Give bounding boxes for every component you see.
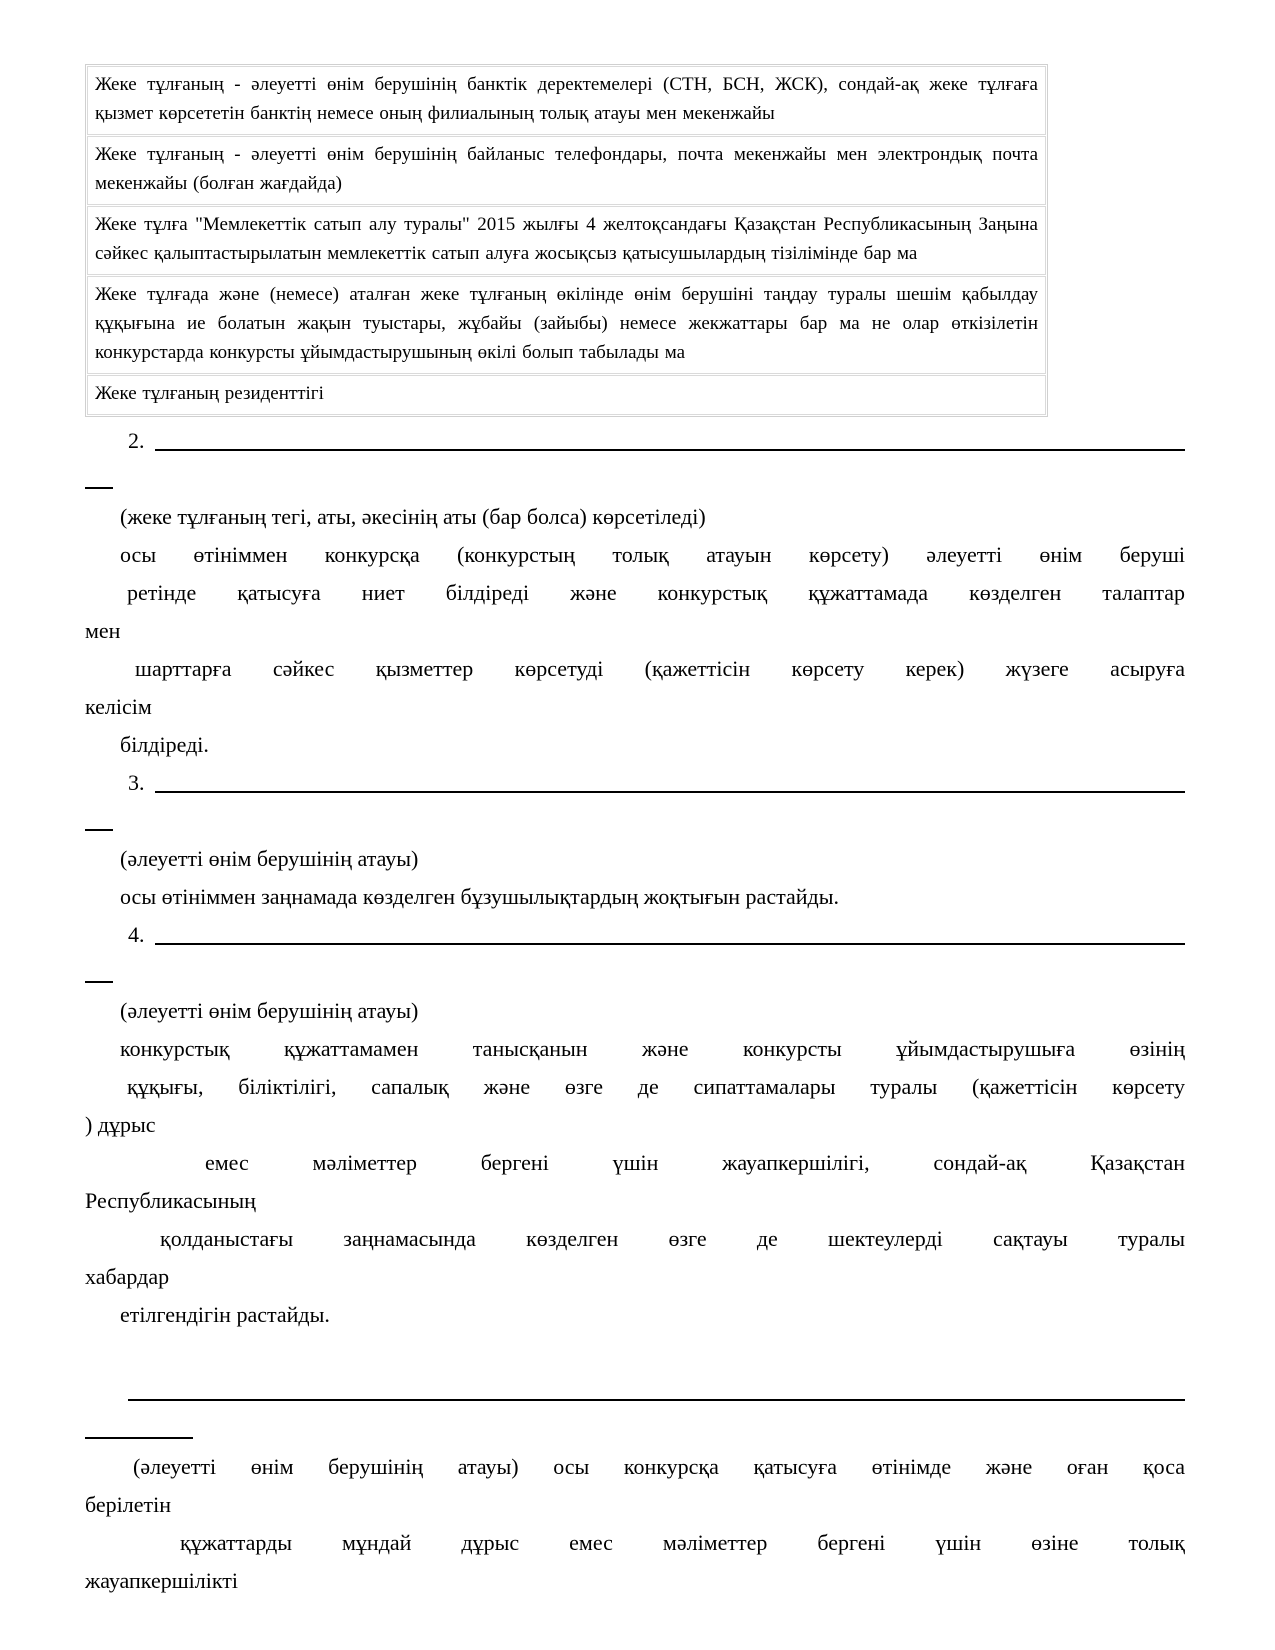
table-row [87, 206, 1046, 275]
text-line: құжаттарды мұндай дұрыс емес мәліметтер бергені үшін өзіне толық [180, 1530, 1185, 1555]
text-line: жауапкершілікті [85, 1568, 238, 1593]
text-line: осы өтініммен конкурсқа (конкурстың толық атауын көрсету) әлеуетті өнім беруші [120, 542, 1185, 567]
text-line: емес мәліметтер бергені үшін жауапкершілігі, сондай-ақ Қазақстан [205, 1150, 1185, 1175]
fill-in-blank-fragment [85, 487, 113, 489]
fill-in-blank-fragment [85, 1437, 193, 1439]
text-line: (әлеуетті өнім берушінің атауы) осы конкурсқа қатысуға өтінімде және оған қоса [133, 1454, 1185, 1479]
table-cell: Жеке тұлғаның - әлеуетті өнім берушінің байланыс телефондары, почта мекенжайы мен электрондық почта мекенжайы (болған жағдайда) [87, 136, 1046, 205]
blank-line-continuation [85, 802, 1185, 840]
blank-line-continuation [85, 460, 1185, 498]
text-line: хабардар [85, 1264, 170, 1289]
fill-in-blank-line [128, 1399, 1185, 1401]
spacer-line [85, 1334, 1185, 1372]
item-number: 4. [128, 922, 145, 947]
criteria-table [85, 64, 1048, 417]
blank-line-continuation [85, 954, 1185, 992]
text-line: ретінде қатысуға ниет білдіреді және конкурстық құжаттамада көзделген талаптар [127, 580, 1185, 605]
text-line: берілетін [85, 1492, 172, 1517]
text-line: Республикасының [85, 1188, 256, 1213]
text-line: (әлеуетті өнім берушінің атауы) [120, 998, 419, 1023]
blank-line-continuation [85, 1410, 1185, 1448]
table-row [87, 375, 1046, 415]
text-line: (әлеуетті өнім берушінің атауы) [120, 846, 419, 871]
text-line: құқығы, біліктілігі, сапалық және өзге де сипаттамалары туралы (қажеттісін көрсету [127, 1074, 1185, 1099]
numbered-blank-line [85, 422, 1185, 460]
table-row [87, 136, 1046, 205]
blank-line [85, 1372, 1185, 1410]
fill-in-blank-line [155, 791, 1186, 793]
table-row [87, 66, 1046, 135]
table-cell: Жеке тұлға "Мемлекеттік сатып алу туралы" 2015 жылғы 4 желтоқсандағы Қазақстан Республикасының Заңына сәйкес қалыптастырылатын мемлекеттік сатып алуға жосықсыз қатысушылардың тізілімінде бар ма [87, 206, 1046, 275]
criteria-table-body [87, 66, 1046, 415]
document-body [85, 422, 1185, 1600]
item-number: 2. [128, 428, 145, 453]
fill-in-blank-line [155, 943, 1186, 945]
table-row [87, 276, 1046, 374]
text-line: білдіреді. [120, 732, 209, 757]
table-cell: Жеке тұлғаның резиденттігі [87, 375, 1046, 415]
text-line: қолданыстағы заңнамасында көзделген өзге де шектеулерді сақтауы туралы [160, 1226, 1185, 1251]
fill-in-blank-line [155, 449, 1186, 451]
text-line: келісім [85, 694, 152, 719]
text-line: конкурстық құжаттамамен танысқанын және конкурсты ұйымдастырушыға өзінің [120, 1036, 1185, 1061]
numbered-blank-line [85, 916, 1185, 954]
fill-in-blank-fragment [85, 829, 113, 831]
table-cell: Жеке тұлғада және (немесе) аталған жеке тұлғаның өкілінде өнім берушіні таңдау туралы шешім қабылдау құқығына ие болатын жақын туыстары, жұбайы (зайыбы) немесе жекжаттары бар ма не олар өткізілетін конкурстарда конкурсты ұйымдастырушының өкілі болып табылады ма [87, 276, 1046, 374]
text-line: осы өтініммен заңнамада көзделген бұзушылықтардың жоқтығын растайды. [120, 884, 839, 909]
fill-in-blank-fragment [85, 981, 113, 983]
text-line: (жеке тұлғаның тегі, аты, әкесінің аты (бар болса) көрсетіледі) [120, 504, 706, 529]
item-number: 3. [128, 770, 145, 795]
table-cell: Жеке тұлғаның - әлеуетті өнім берушінің банктік деректемелері (СТН, БСН, ЖСК), сондай-ақ жеке тұлғаға қызмет көрсететін банктің немесе оның филиалының толық атауы мен мекенжайы [87, 66, 1046, 135]
text-line: шарттарға сәйкес қызметтер көрсетуді (қажеттісін көрсету керек) жүзеге асыруға [135, 656, 1185, 681]
text-line: ) дұрыс [85, 1112, 156, 1137]
text-line: етілгендігін растайды. [120, 1302, 330, 1327]
numbered-blank-line [85, 764, 1185, 802]
text-line: мен [85, 618, 121, 643]
